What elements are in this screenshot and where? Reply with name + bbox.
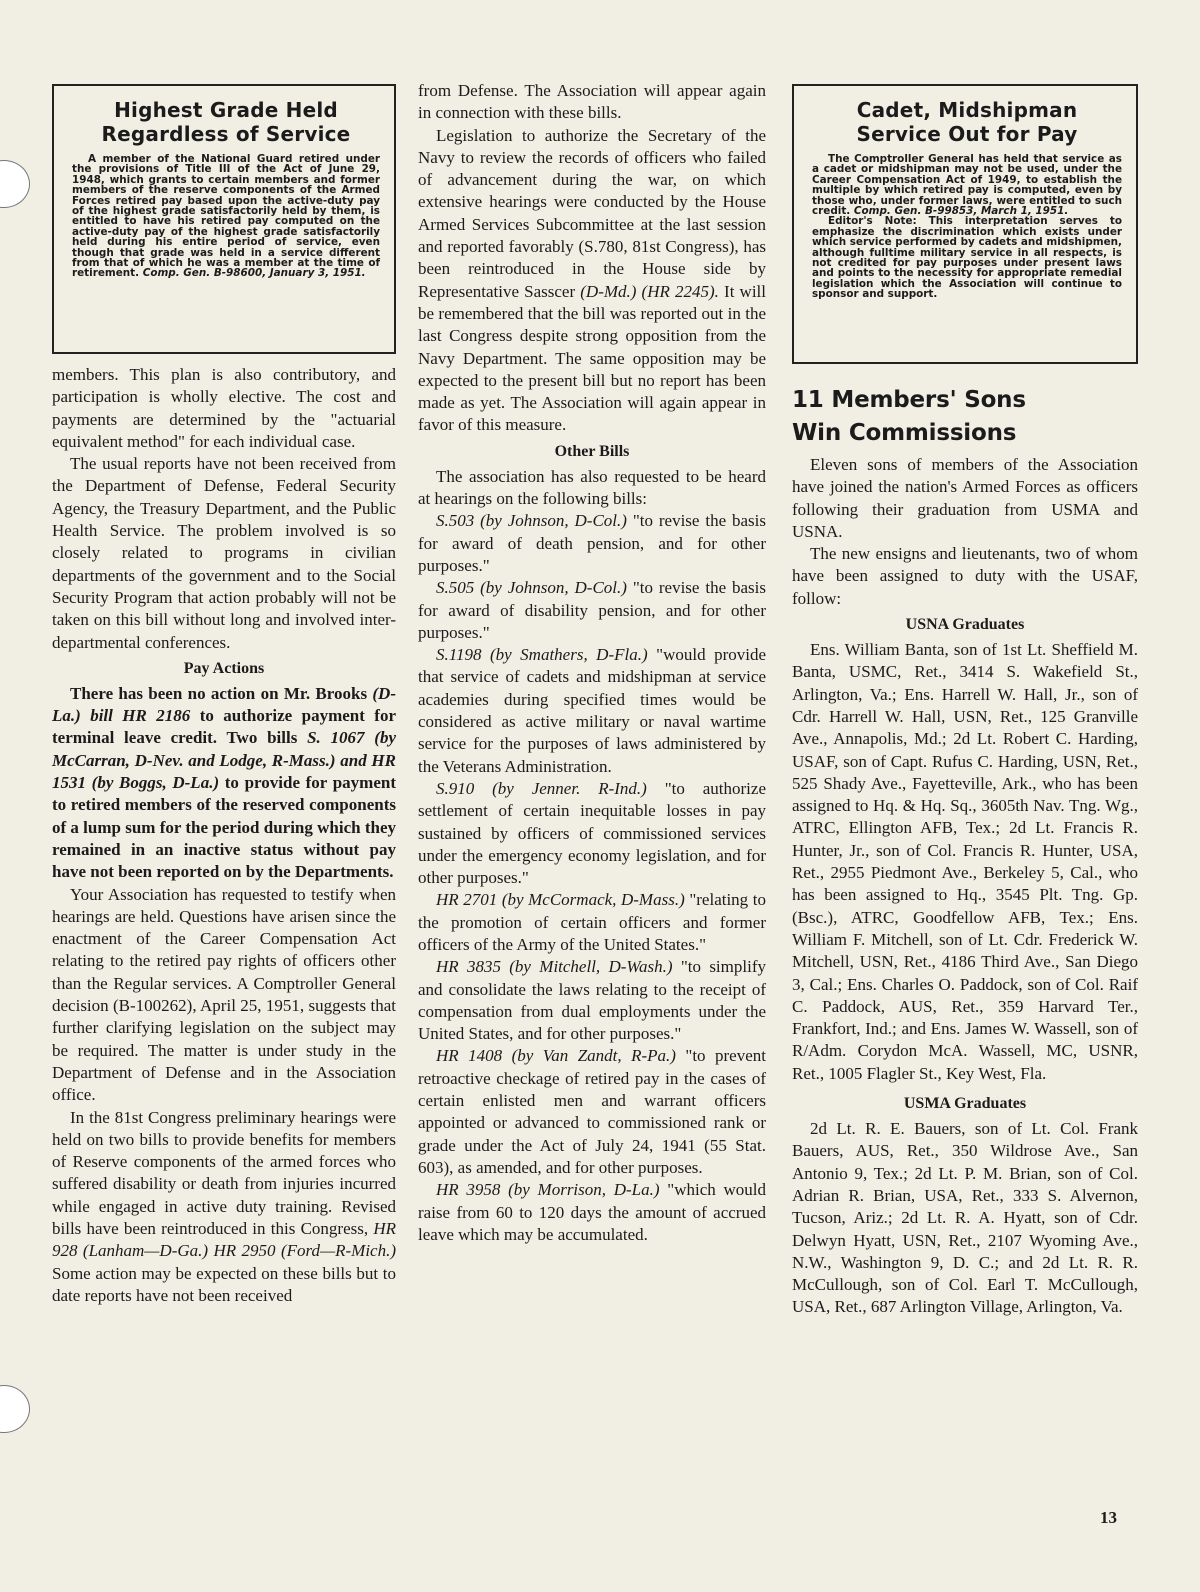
bill-text: "relating to the promotion of certain officers and former officers of the Army of the United States." xyxy=(418,890,766,954)
bill-item xyxy=(418,778,766,889)
box-title-line-2: Regardless of Service xyxy=(101,122,351,146)
box-title-line-1: Highest Grade Held xyxy=(114,98,338,122)
bill-text: "would provide that service of cadets and midshipman at service academies during specified times would be considered as active military or naval wartime service for the purposes of laws administered by the Veterans Administration. xyxy=(418,645,767,776)
bill-text: "to revise the basis for award of death pension, and for other purposes." xyxy=(418,511,766,575)
pay-text-2: to authorize payment for terminal leave credit. Two bills xyxy=(52,706,397,748)
binder-hole-bottom xyxy=(0,1385,30,1433)
bill-ref: HR 1408 (by Van Zandt, R-Pa.) xyxy=(436,1046,676,1066)
bill-ref: S.910 (by Jenner. R-Ind.) xyxy=(436,778,647,798)
column-2 xyxy=(418,80,766,1246)
col1-paragraph-2: The usual reports have not been received from the Department of Defense, Federal Security Agency, the Treasury Department, and the Public Health Service. The problem involved is so closely related to programs in civilian departments of the government and to the Social Security Program that action probably will not be taken on this bill without long and involved inter-departmental conferences. xyxy=(52,454,396,652)
bill-ref: HR 3835 (by Mitchell, D-Wash.) xyxy=(436,957,673,977)
bill-text: "to revise the basis for award of disability pension, and for other purposes." xyxy=(418,578,766,642)
bill-text: "to simplify and consolidate the laws relating to the receipt of compensation from dual employments under the United States, and for other purposes." xyxy=(418,957,766,1044)
bill-ref: HR 2701 (by McCormack, D-Mass.) xyxy=(436,890,685,910)
usna-graduates-heading: USNA Graduates xyxy=(905,616,1025,634)
headline-line-2: Win Commissions xyxy=(792,420,1017,446)
bill-ref: S.505 (by Johnson, D-Col.) xyxy=(436,578,627,598)
p2-text-1: Legislation to authorize the Secretary of the Navy to review the records of officers who failed of advancement during the war, on which extensive hearings were conducted by the House Armed Services Subcommittee at the last session and reported favorably (S.780, 81st Congress), has been reintroduced in the House side by Representative Sasscer xyxy=(418,125,766,301)
col2-paragraph-2 xyxy=(418,125,766,437)
col2-paragraph-3: The association has also requested to be heard at hearings on the following bills: xyxy=(418,466,766,509)
col1-paragraph-4 xyxy=(52,1107,396,1308)
usna-graduates-list: Ens. William Banta, son of 1st Lt. Sheffield M. Banta, USMC, Ret., 3414 S. Wakefield St., Arlington, Va.; Ens. Harrell W. Hall, Jr., son of Cdr. Harrell W. Hall, USN, Ret., 125 Granville Ave., Annapolis, Md.; 2d Lt. Robert C. Harding, USAF, son of Capt. Rufus C. Harding, USN, Ret., 525 Shady Ave., Fayetteville, Ark., who has been assigned to Hq. & Hq. Sq., 3605th Nav. Tng. Wg., ATRC, Ellington AFB, Tex.; 2d Lt. Francis R. Hunter, Jr., son of Col. Francis R. Hunter, USA, Ret., 2955 Piedmont Ave., Berkeley 5, Cal., who has been assigned to Hq., 3545 Plt. Tng. Gp. (Bsc.), ATRC, Goodfellow AFB, Tex.; Ens. William F. Mitchell, son of Lt. Cdr. Frederick W. Mitchell, USN, Ret., 4186 Third Ave., San Diego 3, Cal.; Ens. Charles O. Paddock, son of Col. Raif C. Paddock, AUS, Ret., 359 Harvard Ter., Frankfort, Ind.; and Ens. James W. Wassell, son of R/Adm. Corydon McA. Wassell, MC, USNR, Ret., 1005 Flagler St., Key West, Fla. xyxy=(792,640,1138,1083)
bill-text: "to authorize settlement of certain inequitable losses in pay sustained by officers of commissioned services under the emergency economy legislation, and for other purposes." xyxy=(418,778,766,888)
box-citation: Comp. Gen. B-99853, March 1, 1951. xyxy=(853,205,1069,218)
col1-paragraph-3: Your Association has requested to testify when hearings are held. Questions have arisen since the enactment of the Career Compensation Act relating to the retired pay rights of officers other than the Regular services. A Comptroller General decision (B-100262), April 25, 1951, suggests that further clarifying legislation on the subject may be required. The matter is under study in the Department of Defense and in the Association office. xyxy=(52,884,396,1105)
col2-paragraph-1: from Defense. The Association will appear again in connection with these bills. xyxy=(418,81,766,123)
p4-text-1: In the 81st Congress preliminary hearings were held on two bills to provide benefits for members of Reserve components of the armed forces who suffered disability or death from injuries incurred while engaged in active duty training. Revised bills have been reintroduced in this Congress, xyxy=(52,1107,396,1238)
bill-ref: S.503 (by Johnson, D-Col.) xyxy=(436,511,627,531)
box-citation: Comp. Gen. B-98600, January 3, 1951. xyxy=(142,267,366,280)
box-body-text: A member of the National Guard retired under the provisions of Title III of the Act of June 29, 1948, which grants to certain members and former members of the reserve components of the Armed Forces retired pay based upon the active-duty pay of the highest grade satisfactorily held by them, is entitled to have his retired pay computed on the active-duty pay of the highest grade satisfactorily held during his entire period of service, even though that grade was held in a service different from that of which he was a member at the time of retirement. xyxy=(72,153,380,280)
bill-ref: S.1198 (by Smathers, D-Fla.) xyxy=(436,645,648,665)
column-1 xyxy=(52,80,396,1307)
cadet-service-box xyxy=(792,84,1138,364)
p2-bill-ref: (D-Md.) (HR 2245). xyxy=(580,281,719,301)
p4-text-2: Some action may be expected on these bills but to date reports have not been received xyxy=(52,1263,396,1305)
sons-commissions-headline xyxy=(792,384,1138,450)
other-bills-heading: Other Bills xyxy=(554,442,630,460)
box-title-line-1: Cadet, Midshipman xyxy=(856,98,1078,122)
col3-paragraph-2: The new ensigns and lieutenants, two of whom have been assigned to duty with the USAF, follow: xyxy=(792,544,1138,608)
bill-item xyxy=(418,1045,766,1179)
pay-actions-paragraph xyxy=(52,683,396,884)
cadet-service-box-body xyxy=(812,154,1122,216)
cadet-service-box-title xyxy=(812,98,1122,146)
bill-item xyxy=(418,956,766,1045)
col1-paragraph-1: members. This plan is also contributory, and participation is wholly elective. The cost and payments are determined by the "actuarial equivalent method" for each individual case. xyxy=(52,365,396,451)
editors-note: Editor's Note: This interpretation serves to emphasize the discrimination which exists under which service performed by cadets and midshipmen, although fulltime military service in all respects, is not credited for pay purposes under present laws and points to the necessity for appropriate remedial legislation which the Association will continue to sponsor and support. xyxy=(812,215,1122,301)
col3-paragraph-1: Eleven sons of members of the Association have joined the nation's Armed Forces as officers following their graduation from USMA and USNA. xyxy=(792,455,1138,541)
usma-graduates-list: 2d Lt. R. E. Bauers, son of Lt. Col. Frank Bauers, AUS, Ret., 350 Wildrose Ave., San Antonio 9, Tex.; 2d Lt. P. M. Brian, son of Col. Adrian R. Brian, USA, Ret., 333 S. Alvernon, Tucson, Ariz.; 2d Lt. R. A. Hyatt, son of Cdr. Delwyn Hyatt, USN, Ret., 2107 Wyoming Ave., N.W., Washington 9, D. C.; and 2d Lt. R. R. McCullough, son of Col. Earl T. McCullough, USA, Ret., 687 Arlington Village, Arlington, Va. xyxy=(792,1119,1138,1317)
p4-bill-refs: HR 928 (Lanham—D-Ga.) HR 2950 (Ford—R-Mich.) xyxy=(52,1218,396,1261)
pay-bill-ref-1: (D-La.) bill HR 2186 xyxy=(52,683,396,726)
highest-grade-box-title xyxy=(72,98,380,146)
bill-text: "to prevent retroactive checkage of retired pay in the cases of certain enlisted men and warrant officers appointed or advanced to commissioned rank or grade under the Act of July 24, 1941 (55 Stat. 603), as amended, and for other purposes. xyxy=(418,1046,766,1177)
box-title-line-2: Service Out for Pay xyxy=(856,122,1078,146)
box-body-text: The Comptroller General has held that service as a cadet or midshipman may not be used, under the Career Compensation Act of 1949, to establish the multiple by which retired pay is computed, even by those who, under former laws, were entitled to such credit. xyxy=(812,153,1122,218)
p2-text-2: It will be remembered that the bill was reported out in the last Congress despite strong opposition from the Navy Department. The same opposition may be expected to the present bill but no report has been made as yet. The Association will again appear in favor of this measure. xyxy=(418,281,766,435)
page-number: 13 xyxy=(1100,1508,1117,1527)
bill-item xyxy=(418,1179,766,1246)
headline-line-1: 11 Members' Sons xyxy=(792,387,1026,413)
binder-hole-top xyxy=(0,160,30,208)
pay-actions-heading: Pay Actions xyxy=(183,659,265,677)
usma-graduates-heading: USMA Graduates xyxy=(903,1095,1027,1113)
pay-text-1: There has been no action on Mr. Brooks xyxy=(70,683,373,703)
bill-item xyxy=(418,889,766,956)
bill-item xyxy=(418,644,766,778)
pay-text-3: to provide for payment to retired members of the reserved components of a lump sum for the period during which they remained in an inactive status without pay have not been reported on by the Departments. xyxy=(52,773,396,882)
bill-text: "which would raise from 60 to 120 days the amount of accrued leave which may be accumulated. xyxy=(418,1180,766,1244)
highest-grade-box xyxy=(52,84,396,354)
pay-bill-ref-2: S. 1067 (by McCarran, D-Nev. and Lodge, R-Mass.) and HR 1531 (by Boggs, D-La.) xyxy=(52,728,396,793)
bill-item xyxy=(418,510,766,577)
bill-item xyxy=(418,577,766,644)
highest-grade-box-body xyxy=(72,154,380,279)
bill-ref: HR 3958 (by Morrison, D-La.) xyxy=(436,1180,660,1200)
column-3 xyxy=(792,80,1138,1319)
